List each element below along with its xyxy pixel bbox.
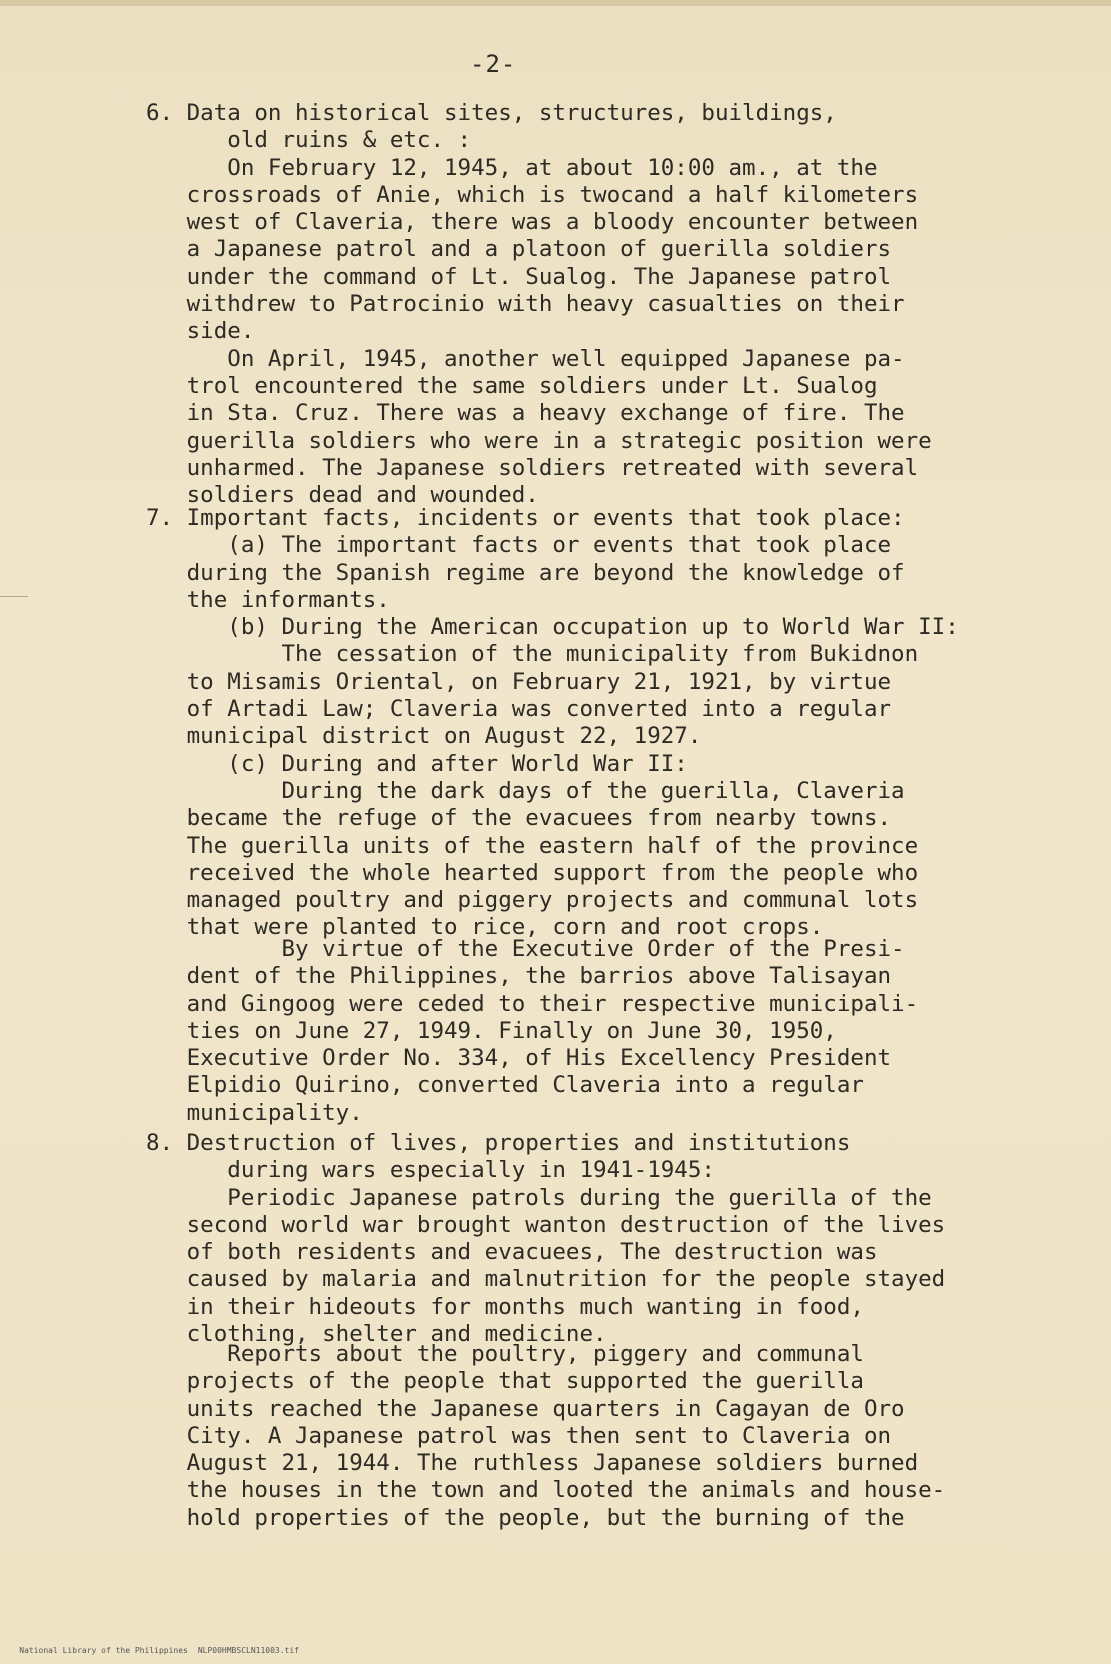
text-line: During the dark days of the guerilla, Claveria — [146, 777, 905, 804]
text-line: the houses in the town and looted the animals and house- — [146, 1477, 946, 1504]
text-line: Periodic Japanese patrols during the guerilla of the — [146, 1184, 932, 1211]
text-line: On February 12, 1945, at about 10:00 am., at the — [146, 154, 878, 181]
text-line: during the Spanish regime are beyond the knowledge of — [146, 559, 905, 586]
text-line: 8. Destruction of lives, properties and institutions — [146, 1130, 851, 1156]
text-line: Executive Order No. 334, of His Excellency President — [146, 1045, 892, 1072]
footer-library: National Library of the Philippines — [19, 1646, 188, 1655]
text-line: received the whole hearted support from the people who — [146, 859, 919, 886]
text-line: August 21, 1944. The ruthless Japanese soldiers burned — [146, 1450, 919, 1477]
text-line: and Gingoog were ceded to their respective municipali- — [146, 990, 919, 1017]
text-line: old ruins & etc. : — [146, 127, 472, 154]
text-line: hold properties of the people, but the burning of the — [146, 1504, 905, 1531]
section-8-destruction — [146, 1130, 945, 1348]
text-line: soldiers dead and wounded. — [146, 482, 539, 509]
margin-mark — [0, 596, 28, 597]
text-line: dent of the Philippines, the barrios above Talisayan — [146, 963, 892, 990]
text-line: 7. Important facts, incidents or events that took place: — [146, 505, 905, 531]
text-line: the informants. — [146, 586, 390, 613]
text-line: of Artadi Law; Claveria was converted into a regular — [146, 696, 892, 723]
text-line: trol encountered the same soldiers under Lt. Sualog — [146, 372, 878, 399]
section-6-historical-sites — [146, 100, 932, 509]
text-line: projects of the people that supported the guerilla — [146, 1368, 864, 1395]
text-line: On April, 1945, another well equipped Japanese pa- — [146, 345, 905, 372]
text-line: that were planted to rice, corn and root crops. — [146, 914, 824, 941]
text-line: in Sta. Cruz. There was a heavy exchange of fire. The — [146, 400, 905, 427]
text-line: became the refuge of the evacuees from nearby towns. — [146, 805, 892, 832]
text-line: to Misamis Oriental, on February 21, 1921, by virtue — [146, 668, 892, 695]
footer-file: NLP00HMBSCLN11003.tif — [197, 1646, 299, 1655]
text-line: crossroads of Anie, which is twocand a half kilometers — [146, 181, 919, 208]
text-line: under the command of Lt. Sualog. The Japanese patrol — [146, 263, 892, 290]
text-line: guerilla soldiers who were in a strategic position were — [146, 427, 932, 454]
text-line: caused by malaria and malnutrition for the people stayed — [146, 1266, 946, 1293]
text-line: Elpidio Quirino, converted Claveria into a regular — [146, 1072, 864, 1099]
text-line: managed poultry and piggery projects and communal lots — [146, 887, 919, 914]
text-line: ties on June 27, 1949. Finally on June 30, 1950, — [146, 1017, 837, 1044]
text-line: units reached the Japanese quarters in Cagayan de Oro — [146, 1395, 905, 1422]
text-line: during wars especially in 1941-1945: — [146, 1157, 715, 1184]
text-line: The cessation of the municipality from Bukidnon — [146, 641, 919, 668]
text-line: side. — [146, 318, 255, 345]
text-line: withdrew to Patrocinio with heavy casualties on their — [146, 291, 905, 318]
text-line: a Japanese patrol and a platoon of guerilla soldiers — [146, 236, 892, 263]
text-line: (c) During and after World War II: — [146, 750, 688, 777]
page-number: -2- — [470, 50, 517, 78]
text-line: City. A Japanese patrol was then sent to Claveria on — [146, 1422, 892, 1449]
text-line: 6. Data on historical sites, structures, buildings, — [146, 100, 837, 126]
section-7-executive-order-paragraph — [146, 936, 918, 1127]
text-line: The guerilla units of the eastern half of the province — [146, 832, 919, 859]
text-line: By virtue of the Executive Order of the Presi- — [146, 936, 905, 962]
text-line: (b) During the American occupation up to World War II: — [146, 614, 959, 641]
text-line: second world war brought wanton destruction of the lives — [146, 1211, 946, 1238]
text-line: of both residents and evacuees, The destruction was — [146, 1239, 878, 1266]
section-8-reports-paragraph — [146, 1341, 945, 1532]
text-line: in their hideouts for months much wanting in food, — [146, 1293, 864, 1320]
page-top-edge — [0, 0, 1111, 6]
text-line: Reports about the poultry, piggery and communal — [146, 1341, 864, 1367]
text-line: unharmed. The Japanese soldiers retreated with several — [146, 454, 919, 481]
text-line: clothing, shelter and medicine. — [146, 1321, 607, 1348]
text-line: (a) The important facts or events that took place — [146, 532, 892, 559]
scan-footer — [0, 1637, 309, 1664]
text-line: municipal district on August 22, 1927. — [146, 723, 702, 750]
text-line: west of Claveria, there was a bloody encounter between — [146, 209, 919, 236]
section-7-important-facts — [146, 505, 959, 942]
text-line: municipality. — [146, 1099, 363, 1126]
